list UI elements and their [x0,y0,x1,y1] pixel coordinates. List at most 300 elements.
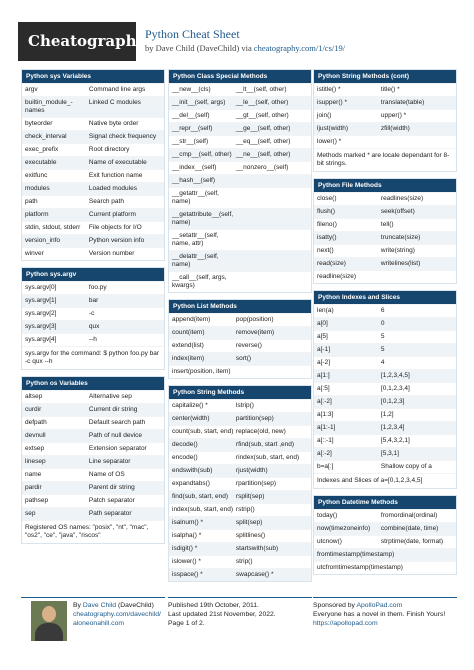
row-key: a[::-1] [317,437,334,444]
row-value: Alternative sep [88,393,132,400]
row-value: writelines(list) [380,260,421,267]
row-key: find(sub, start, end) [172,493,228,500]
table-row [314,421,456,434]
row-value: replace(old, new) [235,428,286,435]
row-key: __init__(self, args) [172,99,226,106]
row-key: decode() [172,441,198,448]
row-value: strip() [235,558,253,565]
row-value: seek(offset) [380,208,415,215]
table-row [169,313,311,326]
section-title: Python Class Special Methods [169,70,311,83]
table-row [22,468,164,481]
row-key: next() [317,247,334,254]
row-key: a[5] [317,333,328,340]
row-key: append(item) [172,316,211,323]
table-row [22,455,164,468]
author-line [73,601,161,610]
table-row [22,429,164,442]
row-key: lower() * [317,138,342,145]
row-key: a[:-2] [317,398,332,405]
author-profile-link[interactable]: cheatography.com/davechild/ [73,611,161,618]
row-key: encode() [172,454,198,461]
table-row [169,464,311,477]
page-title: Python Cheat Sheet [145,27,240,41]
row-key: join() [317,112,332,119]
row-value: [5,4,3,2,1] [380,437,410,444]
row-value: Line separator [88,458,131,465]
row-key: __cmp__(self, other) [172,151,232,158]
row-key: readline(size) [317,273,357,280]
table-row [22,234,164,247]
footer-publish-info [168,597,312,657]
row-value: __lt__(self, other) [235,86,287,93]
row-key: isdigit() * [172,545,198,552]
avatar [31,601,67,641]
table-row [22,333,164,346]
row-value [236,232,308,248]
row-value: Native byte order [88,120,139,127]
sys-variables-section [21,69,165,261]
row-key: check_interval [25,133,67,140]
table-row [169,135,311,148]
row-key: devnull [25,432,46,439]
row-key: count(item) [172,329,205,336]
sys-argv-section [21,267,165,370]
row-key: byteorder [25,120,53,127]
row-value: 5 [380,333,385,340]
table-row [169,122,311,135]
table-row [22,96,164,117]
table-row [22,83,164,96]
row-value [236,274,308,290]
table-row [314,343,456,356]
row-key: fromtimestamp(timestamp) [317,551,395,558]
row-key: expandtabs() [172,480,210,487]
section-title: Python List Methods [169,300,311,313]
row-value: rfind(sub, start ,end) [235,441,295,448]
table-row [169,542,311,555]
table-row [314,304,456,317]
row-value: combine(date, time) [380,525,439,532]
row-value: Root directory [88,146,130,153]
table-row [22,390,164,403]
row-value: Name of OS [88,471,125,478]
section-note: Registered OS names: "posix", "nt", "mac", "os2", "ce", "java", "riscos" [22,520,164,543]
os-variables-section [21,376,165,544]
row-key: a[0] [317,320,328,327]
row-value: rsplit(sep) [235,493,265,500]
row-value: __nonzero__(self) [235,164,289,171]
row-value: __ne__(self, other) [235,151,291,158]
table-row [314,96,456,109]
table-row [314,205,456,218]
row-value: startswith(sub) [235,545,279,552]
table-row [314,522,456,535]
row-key: isatty() [317,234,337,241]
row-key: extend(list) [172,342,204,349]
table-row [22,156,164,169]
row-key: builtin_module_-names [25,99,73,114]
row-value: pop(position) [235,316,274,323]
table-row [22,403,164,416]
row-key: sys.argv[4] [25,336,57,343]
row-value: remove(item) [235,329,275,336]
table-row [314,244,456,257]
row-key: altsep [25,393,43,400]
table-row [169,229,311,250]
section-note: Indexes and Slices of a=[0,1,2,3,4,5] [314,473,456,488]
table-row [169,83,311,96]
table-row [314,192,456,205]
row-key: a[1:] [317,372,330,379]
table-row [22,130,164,143]
table-row [169,516,311,529]
row-key: now(timezoneinfo) [317,525,371,532]
table-row [314,356,456,369]
row-key: read(size) [317,260,346,267]
table-row [314,231,456,244]
row-value: __le__(self, other) [235,99,289,106]
row-value [236,253,308,269]
row-value: [1,2,3,4,5] [380,372,410,379]
row-key: isalpha() * [172,532,202,539]
row-key: pathsep [25,497,49,504]
footer-author [21,597,165,657]
section-title: Python sys.argv [22,268,164,281]
row-value: Exit function name [88,172,143,179]
table-row [314,434,456,447]
row-value: File objects for I/O [88,224,142,231]
row-key: sep [25,510,36,517]
row-key: sys.argv[1] [25,297,57,304]
row-key: __str__(self) [172,138,209,145]
section-note: Methods marked * are locale dependant for 8-bit strings. [314,148,456,171]
row-value: partition(sep) [235,415,274,422]
row-value: rjust(width) [235,467,268,474]
published-date: Published 19th October, 2011. [168,602,259,609]
row-value: Path of null device [88,432,143,439]
table-row [314,83,456,96]
table-row [169,425,311,438]
table-row [22,307,164,320]
row-value: write(string) [380,247,415,254]
row-value: split(sep) [235,519,263,526]
row-key: a[-1] [317,346,331,353]
row-key: flush() [317,208,336,215]
column-2 [168,69,312,588]
table-row [314,330,456,343]
row-value: Path separator [88,510,132,517]
datetime-methods-section [313,495,457,575]
row-value: Patch separator [88,497,135,504]
row-key: exitfunc [25,172,48,179]
row-value: foo.py [88,284,107,291]
row-value: 0 [380,320,385,327]
table-row [22,117,164,130]
table-row [169,490,311,503]
section-title: Python File Methods [314,179,456,192]
sheet-url-link[interactable]: cheatography.com/1/cs/19/ [253,43,346,53]
author-byline: by Dave Child (DaveChild) [145,43,240,53]
row-key: defpath [25,419,47,426]
table-row [169,161,311,174]
row-key: __del__(self) [172,112,210,119]
row-value: strptime(date, format) [380,538,444,545]
row-value: Current dir string [88,406,138,413]
row-value [396,551,453,559]
row-value: qux [88,323,100,330]
section-title: Python Indexes and Slices [314,291,456,304]
table-row [22,182,164,195]
row-value: Parent dir string [88,484,135,491]
table-row [22,320,164,333]
table-row [314,548,456,561]
section-title: Python String Methods [169,386,311,399]
table-row [314,408,456,421]
row-key: a[1:3] [317,411,334,418]
footer-sponsor [313,597,457,657]
table-row [314,460,456,473]
row-value: __eq__(self, other) [235,138,291,145]
row-value: --h [88,336,97,343]
row-key: pardir [25,484,42,491]
row-key: platform [25,211,49,218]
via-text: via [241,43,252,53]
row-value: lstrip() [235,402,254,409]
table-row [169,96,311,109]
class-methods-section [168,69,312,293]
row-value: truncate(size) [380,234,421,241]
row-key: utcnow() [317,538,342,545]
section-title: Python String Methods (cont) [314,70,456,83]
page-number: Page 1 of 2. [168,620,205,627]
row-key: a[:-2] [317,450,332,457]
sponsor-line [313,601,457,610]
table-row [169,399,311,412]
row-key: a[-2] [317,359,331,366]
row-key: islower() * [172,558,201,565]
author-site-link[interactable]: aloneonahill.com [73,620,125,627]
row-key: b=a[:] [317,463,334,470]
row-value: [5,3,1] [380,450,399,457]
table-row [169,352,311,365]
table-row [22,195,164,208]
row-key: count(sub, start, end) [172,428,234,435]
table-row [169,451,311,464]
avatar-head [42,606,56,622]
table-row [22,247,164,260]
row-value [236,211,308,227]
table-row [314,382,456,395]
row-value: Linked C modules [88,99,141,106]
row-key: __getattr__(self, name) [172,190,219,205]
by-label: By [73,602,81,609]
sponsor-url-link[interactable]: https://apollopad.com [313,620,378,627]
sponsor-link[interactable]: ApolloPad.com [356,602,403,609]
row-key: sys.argv[2] [25,310,57,317]
row-key: version_info [25,237,61,244]
row-key: isspace() * [172,571,203,578]
row-value: [1,2] [380,411,394,418]
row-value: [0,1,2,3,4] [380,385,410,392]
indexes-slices-section [313,290,457,489]
string-methods-cont-section [313,69,457,172]
table-row [314,218,456,231]
row-key: name [25,471,42,478]
row-value: Name of executable [88,159,147,166]
row-key: close() [317,195,337,202]
row-value: Default search path [88,419,146,426]
row-value: rpartition(sep) [235,480,277,487]
row-key: __new__(cls) [172,86,211,93]
row-value: Command line args [88,86,146,93]
section-note: sys.argv for the command: $ python foo.py bar -c qux --h [22,346,164,369]
row-value: Loaded modules [88,185,137,192]
table-row [169,503,311,516]
section-title: Python sys Variables [22,70,164,83]
row-value: upper() * [380,112,407,119]
table-row [22,143,164,156]
row-value: splitlines() [235,532,266,539]
page-header [18,22,458,62]
row-key: __index__(self) [172,164,217,171]
row-value [236,368,308,376]
row-key: stdin, stdout, stderr [25,224,81,231]
column-1 [21,69,165,550]
row-key: index(sub, start, end) [172,506,234,513]
row-key: fileno() [317,221,337,228]
row-value: Search path [88,198,124,205]
sponsor-label: Sponsored by [313,602,355,609]
row-key: sys.argv[0] [25,284,57,291]
table-row [169,148,311,161]
row-value: title() * [380,86,400,93]
row-key: __repr__(self) [172,125,213,132]
row-key: capitalize() * [172,402,208,409]
row-key: __call__(self, args, kwargs) [172,274,227,289]
row-value: 4 [380,359,385,366]
table-row [169,529,311,542]
table-row [314,561,456,574]
row-value: zfill(width) [380,125,410,132]
row-value: -c [88,310,95,317]
table-row [22,507,164,520]
row-key: ljust(width) [317,125,349,132]
table-row [22,221,164,234]
author-handle: (DaveChild) [117,602,154,609]
row-value [236,190,308,206]
row-value: reverse() [235,342,262,349]
table-row [314,509,456,522]
row-value: readlines(size) [380,195,424,202]
table-row [169,271,311,292]
row-key: len(a) [317,307,334,314]
row-value [236,177,308,185]
file-methods-section [313,178,457,284]
table-row [314,369,456,382]
table-row [169,555,311,568]
row-key: executable [25,159,57,166]
row-value: bar [88,297,99,304]
list-methods-section [168,299,312,379]
table-row [314,270,456,283]
row-key: modules [25,185,50,192]
row-value: 5 [380,346,385,353]
table-row [314,257,456,270]
table-row [22,494,164,507]
table-row [22,481,164,494]
section-title: Python os Variables [22,377,164,390]
updated-date: Last updated 21st November, 2022. [168,611,276,618]
row-key: today() [317,512,338,519]
table-row [22,281,164,294]
table-row [169,174,311,187]
row-key: __delattr__(self, name) [172,253,219,268]
table-row [22,442,164,455]
table-row [169,365,311,378]
table-row [169,326,311,339]
row-value: Signal check frequency [88,133,157,140]
table-row [22,294,164,307]
table-row [169,339,311,352]
cheatography-logo[interactable]: Cheatography [18,22,136,61]
row-key: center(width) [172,415,210,422]
row-key: insert(position, item) [172,368,231,375]
row-value [381,273,453,281]
sponsor-text: Everyone has a novel in them. Finish Yours! [313,611,446,618]
table-row [169,208,311,229]
row-value: __gt__(self, other) [235,112,289,119]
row-key: exec_prefix [25,146,59,153]
table-row [169,250,311,271]
row-key: utcfromtimestamp(timestamp) [317,564,403,571]
row-key: __hash__(self) [172,177,215,184]
row-value: swapcase() * [235,571,274,578]
row-key: __setattr__(self, name, attr) [172,232,219,247]
row-value [381,138,453,146]
row-key: extsep [25,445,45,452]
row-key: linesep [25,458,46,465]
column-3 [313,69,457,581]
table-row [314,135,456,148]
row-key: argv [25,86,38,93]
row-key: isupper() * [317,99,347,106]
row-key: index(item) [172,355,205,362]
row-value: rindex(sub, start, end) [235,454,300,461]
table-row [314,109,456,122]
section-title: Python Datetime Methods [314,496,456,509]
row-value: sort() [235,355,252,362]
author-name[interactable]: Dave Child [82,602,117,609]
row-value: 6 [380,307,385,314]
table-row [169,109,311,122]
row-value: Python version info [88,237,145,244]
row-value: tell() [380,221,394,228]
string-methods-section [168,385,312,582]
row-value: __ge__(self, other) [235,125,291,132]
table-row [314,447,456,460]
row-value: Shallow copy of a [380,463,432,470]
table-row [22,208,164,221]
table-row [314,395,456,408]
row-value: Current platform [88,211,136,218]
row-key: winver [25,250,44,257]
table-row [169,438,311,451]
row-value: rstrip() [235,506,255,513]
row-value: fromordinal(ordinal) [380,512,438,519]
table-row [22,416,164,429]
table-row [169,568,311,581]
